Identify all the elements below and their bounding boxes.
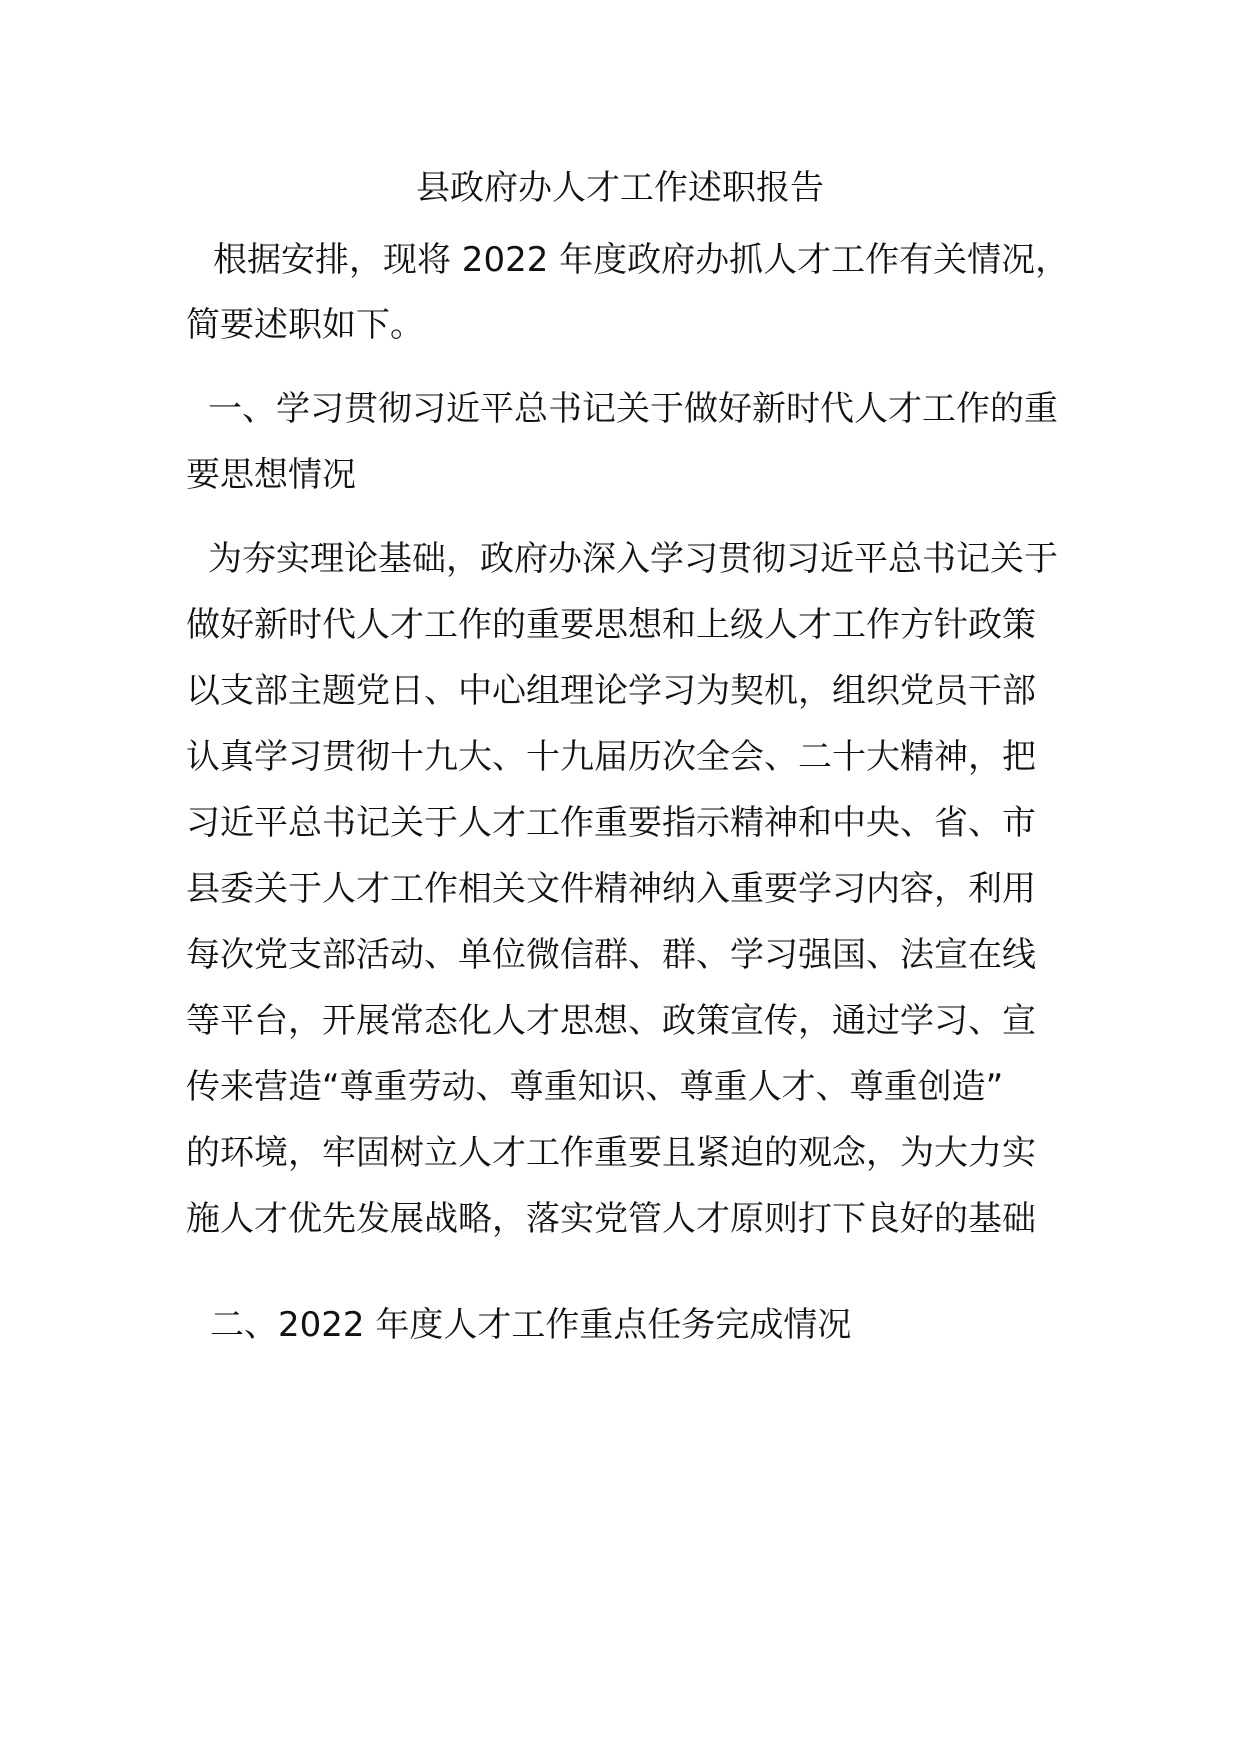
section-1-body-line: 习近平总书记关于人才工作重要指示精神和中央、省、市: [186, 803, 1036, 843]
section-1-body-line: 为夯实理论基础，政府办深入学习贯彻习近平总书记关于: [208, 539, 1058, 579]
section-1-heading-line: 一、学习贯彻习近平总书记关于做好新时代人才工作的重: [208, 389, 1058, 429]
section-1-body-line: 传来营造“尊重劳动、尊重知识、尊重人才、尊重创造”: [186, 1067, 1004, 1107]
section-1-body-line: 等平台，开展常态化人才思想、政策宣传，通过学习、宣: [186, 1001, 1036, 1041]
section-1-body-line: 认真学习贯彻十九大、十九届历次全会、二十大精神，把: [186, 737, 1036, 777]
intro-line: 简要述职如下。: [186, 305, 424, 345]
section-1-body-line: 的环境，牢固树立人才工作重要且紧迫的观念，为大力实: [186, 1133, 1036, 1173]
document-title: 县政府办人才工作述职报告: [416, 168, 824, 208]
section-1-body-line: 每次党支部活动、单位微信群、群、学习强国、法宣在线: [186, 935, 1036, 975]
section-1-heading-line: 要思想情况: [186, 455, 356, 495]
section-1-body-line: 做好新时代人才工作的重要思想和上级人才工作方针政策: [186, 605, 1036, 645]
section-1-body-line: 施人才优先发展战略，落实党管人才原则打下良好的基础: [186, 1199, 1036, 1239]
section-2-heading: 二、2022 年度人才工作重点任务完成情况: [210, 1305, 852, 1345]
section-1-body-line: 以支部主题党日、中心组理论学习为契机，组织党员干部: [186, 671, 1036, 711]
intro-line: 根据安排，现将 2022 年度政府办抓人才工作有关情况，: [213, 240, 1070, 280]
section-1-body-line: 县委关于人才工作相关文件精神纳入重要学习内容，利用: [186, 869, 1036, 909]
